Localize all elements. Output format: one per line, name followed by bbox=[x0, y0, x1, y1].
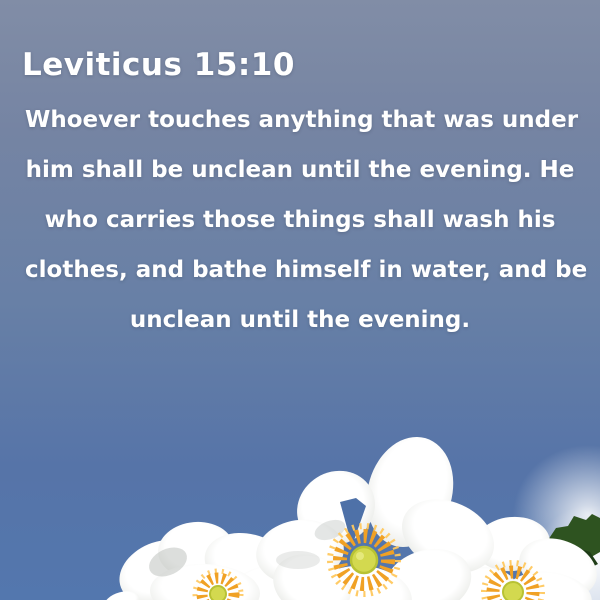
flowers-photo-illustration bbox=[0, 400, 600, 600]
verse-line: Whoever touches anything that was under bbox=[25, 107, 579, 133]
verse-line: clothes, and bathe himself in water, and be bbox=[25, 257, 588, 283]
verse-line: who carries those things shall wash his bbox=[44, 207, 556, 233]
verse-line: unclean until the evening. bbox=[129, 307, 471, 333]
verse-text bbox=[25, 95, 588, 345]
verse-line: him shall be unclean until the evening. He bbox=[25, 157, 575, 183]
verse-reference: Leviticus 15:10 bbox=[22, 46, 295, 83]
anemone-flower-main bbox=[252, 427, 506, 600]
